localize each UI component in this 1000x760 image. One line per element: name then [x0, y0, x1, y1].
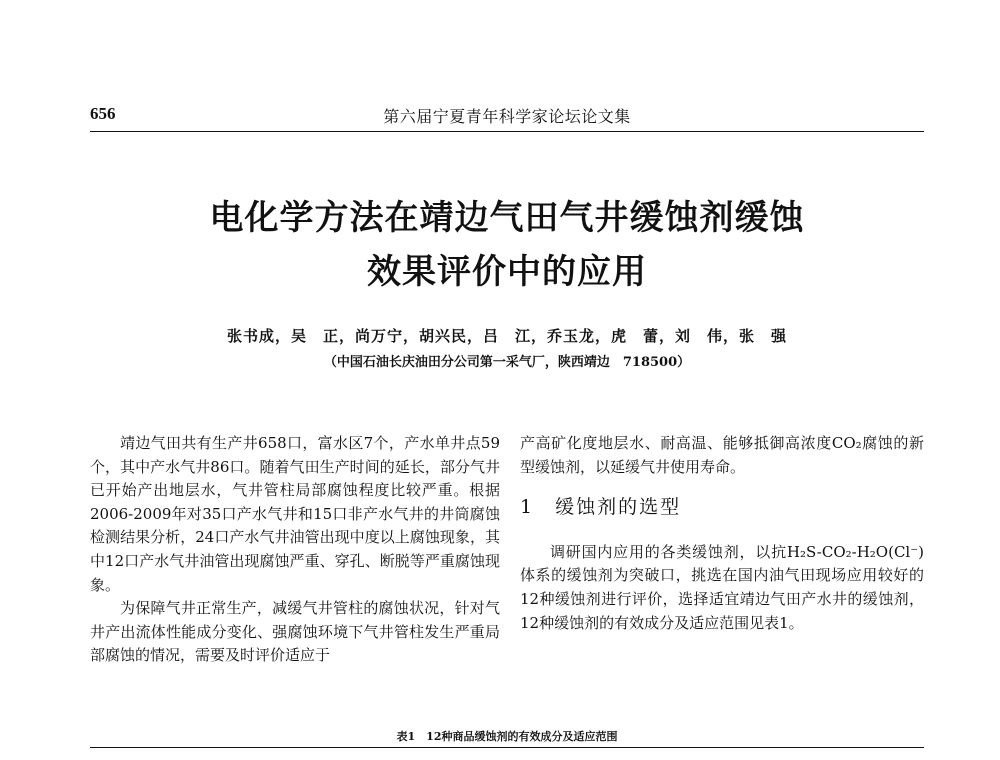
- section-heading: 1 缓蚀剂的选型: [520, 496, 682, 519]
- author-list: 张书成，吴 正，尚万宁，胡兴民，吕 江，乔玉龙，虎 蕾，刘 伟，张 强: [226, 327, 787, 345]
- left-column: [90, 432, 500, 668]
- right-column: [520, 432, 924, 635]
- table-caption: 表1 12种商品缓蚀剂的有效成分及适应范围: [396, 730, 618, 743]
- running-title: 第六届宁夏青年科学家论坛论文集: [383, 107, 631, 126]
- body-paragraph-continuation: 产高矿化度地层水、耐高温、能够抵御高浓度CO₂腐蚀的新型缓蚀剂，以延缓气井使用寿命。: [520, 434, 924, 476]
- article-title-line-1: 电化学方法在靖边气田气井缓蚀剂缓蚀: [209, 198, 805, 238]
- page-number: 656: [90, 104, 116, 123]
- affiliation: （中国石油长庆油田分公司第一采气厂，陕西靖边 718500）: [323, 355, 691, 370]
- article-title-line-2: 效果评价中的应用: [367, 252, 647, 292]
- body-paragraph: 调研国内应用的各类缓蚀剂，以抗H₂S-CO₂-H₂O(Cl⁻)体系的缓蚀剂为突破口，挑选在国内油气田现场应用较好的12种缓蚀剂进行评价，选择适宜靖边气田产水井的缓蚀剂，12种缓蚀剂的有效成分及适应范围见表1。: [520, 542, 924, 632]
- header-rule: [90, 131, 924, 132]
- page-header: [90, 104, 924, 130]
- body-paragraph: 靖边气田共有生产井658口，富水区7个，产水单井点59个，其中产水气井86口。随着气田生产时间的延长，部分气井已开始产出地层水，气井管柱局部腐蚀程度比较严重。根据2006-2009年对35口产水气井和15口非产水气井的井筒腐蚀检测结果分析，24口产水气井油管出现中度以上腐蚀现象，其中12口产水气井油管出现腐蚀严重、穿孔、断脱等严重腐蚀现象。: [90, 434, 500, 594]
- body-paragraph: 为保障气井正常生产，减缓气井管柱的腐蚀状况，针对气井产出流体性能成分变化、强腐蚀环境下气井管柱发生严重局部腐蚀的情况，需要及时评价适应于: [90, 599, 500, 665]
- table-top-rule: [90, 747, 924, 748]
